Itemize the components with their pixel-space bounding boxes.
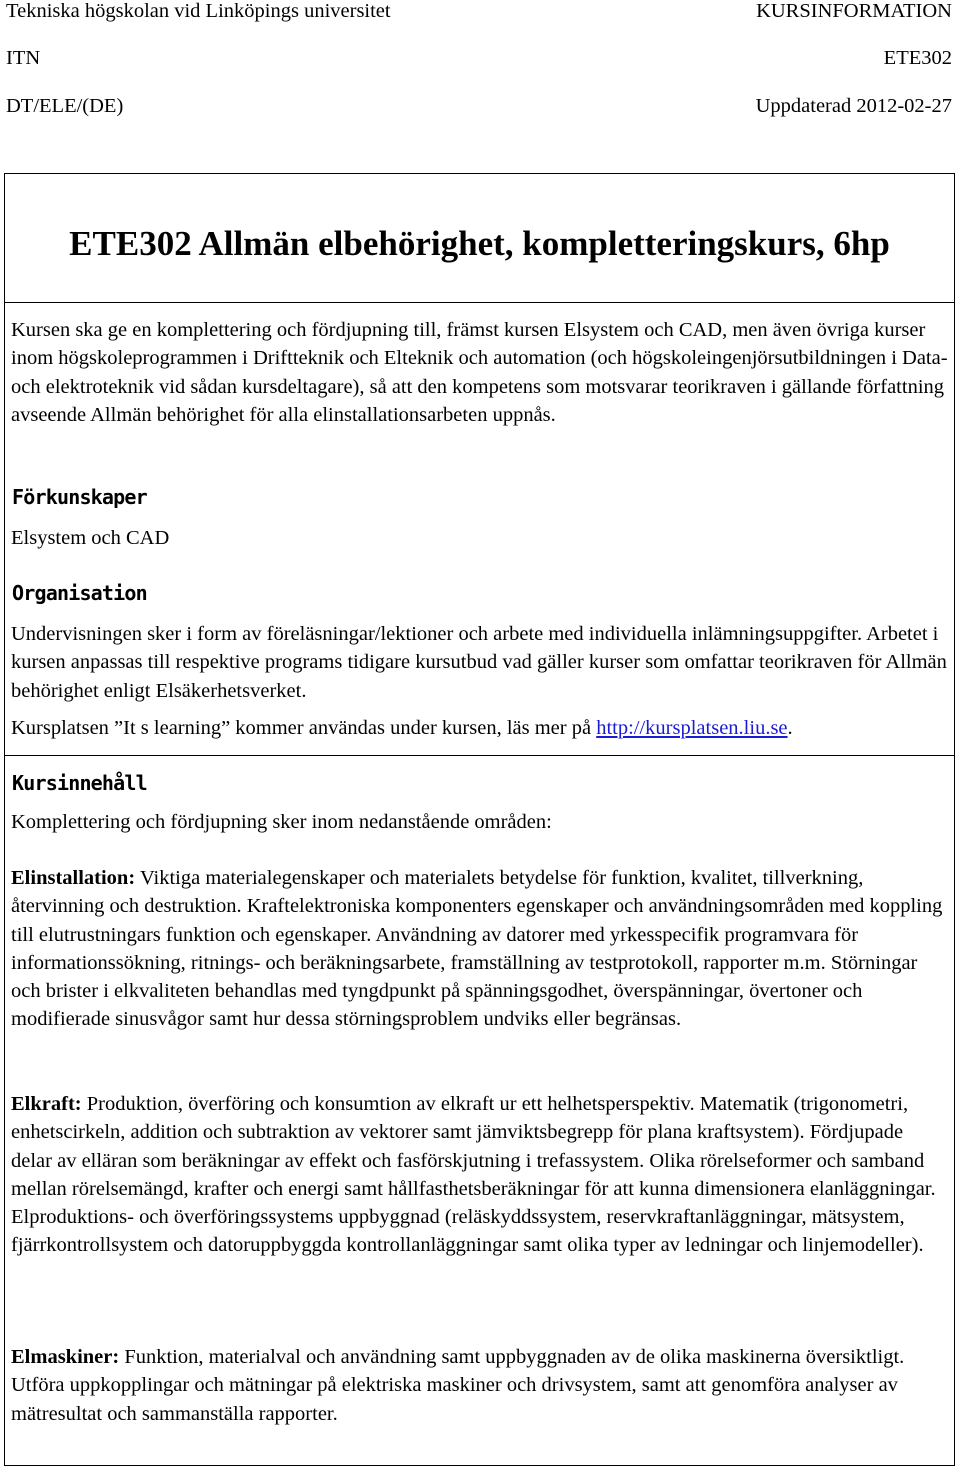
topic-text: Viktiga materialegenskaper och materialets betydelse för funktion, kvalitet, tillverkning, återvinning och destruktion. Kraftelektroniska komponenters egenskaper och användningsområden med koppling till elutrustningars funktion och egenskaper. Användning av datorer med yrkesspecifik programvara för informationssökning, ritnings- och beräkningsarbete, framställning av testprotokoll, rapporter m.m. Störningar och brister i elkvaliteten behandlas med tyngdpunkt på spänningsgodhet, överspänningar, övertoner och modifierade sinusvågor samt hur dessa störningsproblem undviks eller begränsas. (11, 867, 943, 1031)
course-info-box (4, 173, 955, 1466)
topic-label: Elmaskiner: (11, 1346, 120, 1368)
kursplatsen-link[interactable]: http://kursplatsen.liu.se (596, 717, 788, 739)
platform-paragraph (11, 714, 948, 742)
content-intro: Komplettering och fördjupning sker inom nedanstående områden: (11, 811, 552, 833)
topic-elmaskiner (11, 1343, 948, 1428)
organisation-text: Undervisningen sker i form av föreläsningar/lektioner och arbete med individuella inlämningsuppgifter. Arbetet i kursen anpassas till respektive programs tidigare kursutbud vad gäller kurser som omfattar teorikraven för Allmän behörighet enligt Elsäkerhetsverket. (11, 623, 947, 702)
programs: DT/ELE/(DE) (6, 95, 124, 117)
document-type: KURSINFORMATION (756, 0, 952, 22)
university-name: Tekniska högskolan vid Linköpings universitet (6, 0, 391, 22)
topic-label: Elkraft: (11, 1093, 82, 1115)
course-code: ETE302 (883, 47, 952, 69)
topic-text: Funktion, materialval och användning samt uppbyggnaden av de olika maskinerna översiktligt. Utföra uppkopplingar och mätningar på elektriska maskiner och drivsystem, samt att genomföra analyser av mätresultat och sammanställa rapporter. (11, 1346, 905, 1425)
section-divider (5, 755, 954, 756)
topic-elinstallation (11, 864, 948, 1034)
platform-text: Kursplatsen ”It s learning” kommer användas under kursen, läs mer på (11, 717, 592, 739)
organisation-heading: Organisation (12, 581, 147, 605)
prereq-heading: Förkunskaper (12, 485, 147, 509)
department: ITN (6, 47, 41, 69)
course-intro: Kursen ska ge en komplettering och fördjupning till, främst kursen Elsystem och CAD, men även övriga kurser inom högskoleprogrammen i Driftteknik och Elteknik och automation (och högskoleingenjörsutbildningen i Data- och elektroteknik vid sådan kursdeltagare), så att den kompetens som motsvarar teorikraven i gällande författning avseende Allmän behörighet för alla elinstallationsarbeten uppnås. (11, 319, 948, 426)
platform-end: . (787, 717, 793, 739)
prereq-text: Elsystem och CAD (11, 527, 170, 549)
updated-date: Uppdaterad 2012-02-27 (755, 95, 952, 117)
content-heading: Kursinnehåll (12, 771, 147, 795)
topic-text: Produktion, överföring och konsumtion av elkraft ur ett helhetsperspektiv. Matematik (trigonometri, enhetscirkeln, addition och subtraktion av vektorer samt jämviktsbegrepp för plana kraftsystem). Fördjupade delar av elläran som beräkningar av effekt och fasförskjutning i trefassystem. Olika rörelseformer och samband mellan rörelsemängd, krafter och energi samt hållfasthetsberäkningar för att kunna dimensionera elanläggningar. Elproduktions- och överföringssystems uppbyggnad (reläskyddssystem, reservkraftanläggningar, mätsystem, fjärrkontrollsystem och datoruppbyggda kontrollanläggningar samt olika typer av ledningar och linjemodeller). (11, 1093, 936, 1257)
topic-label: Elinstallation: (11, 867, 136, 889)
title-divider (5, 302, 954, 303)
topic-elkraft (11, 1090, 948, 1260)
course-title: ETE302 Allmän elbehörighet, kompletteringskurs, 6hp (69, 224, 890, 263)
